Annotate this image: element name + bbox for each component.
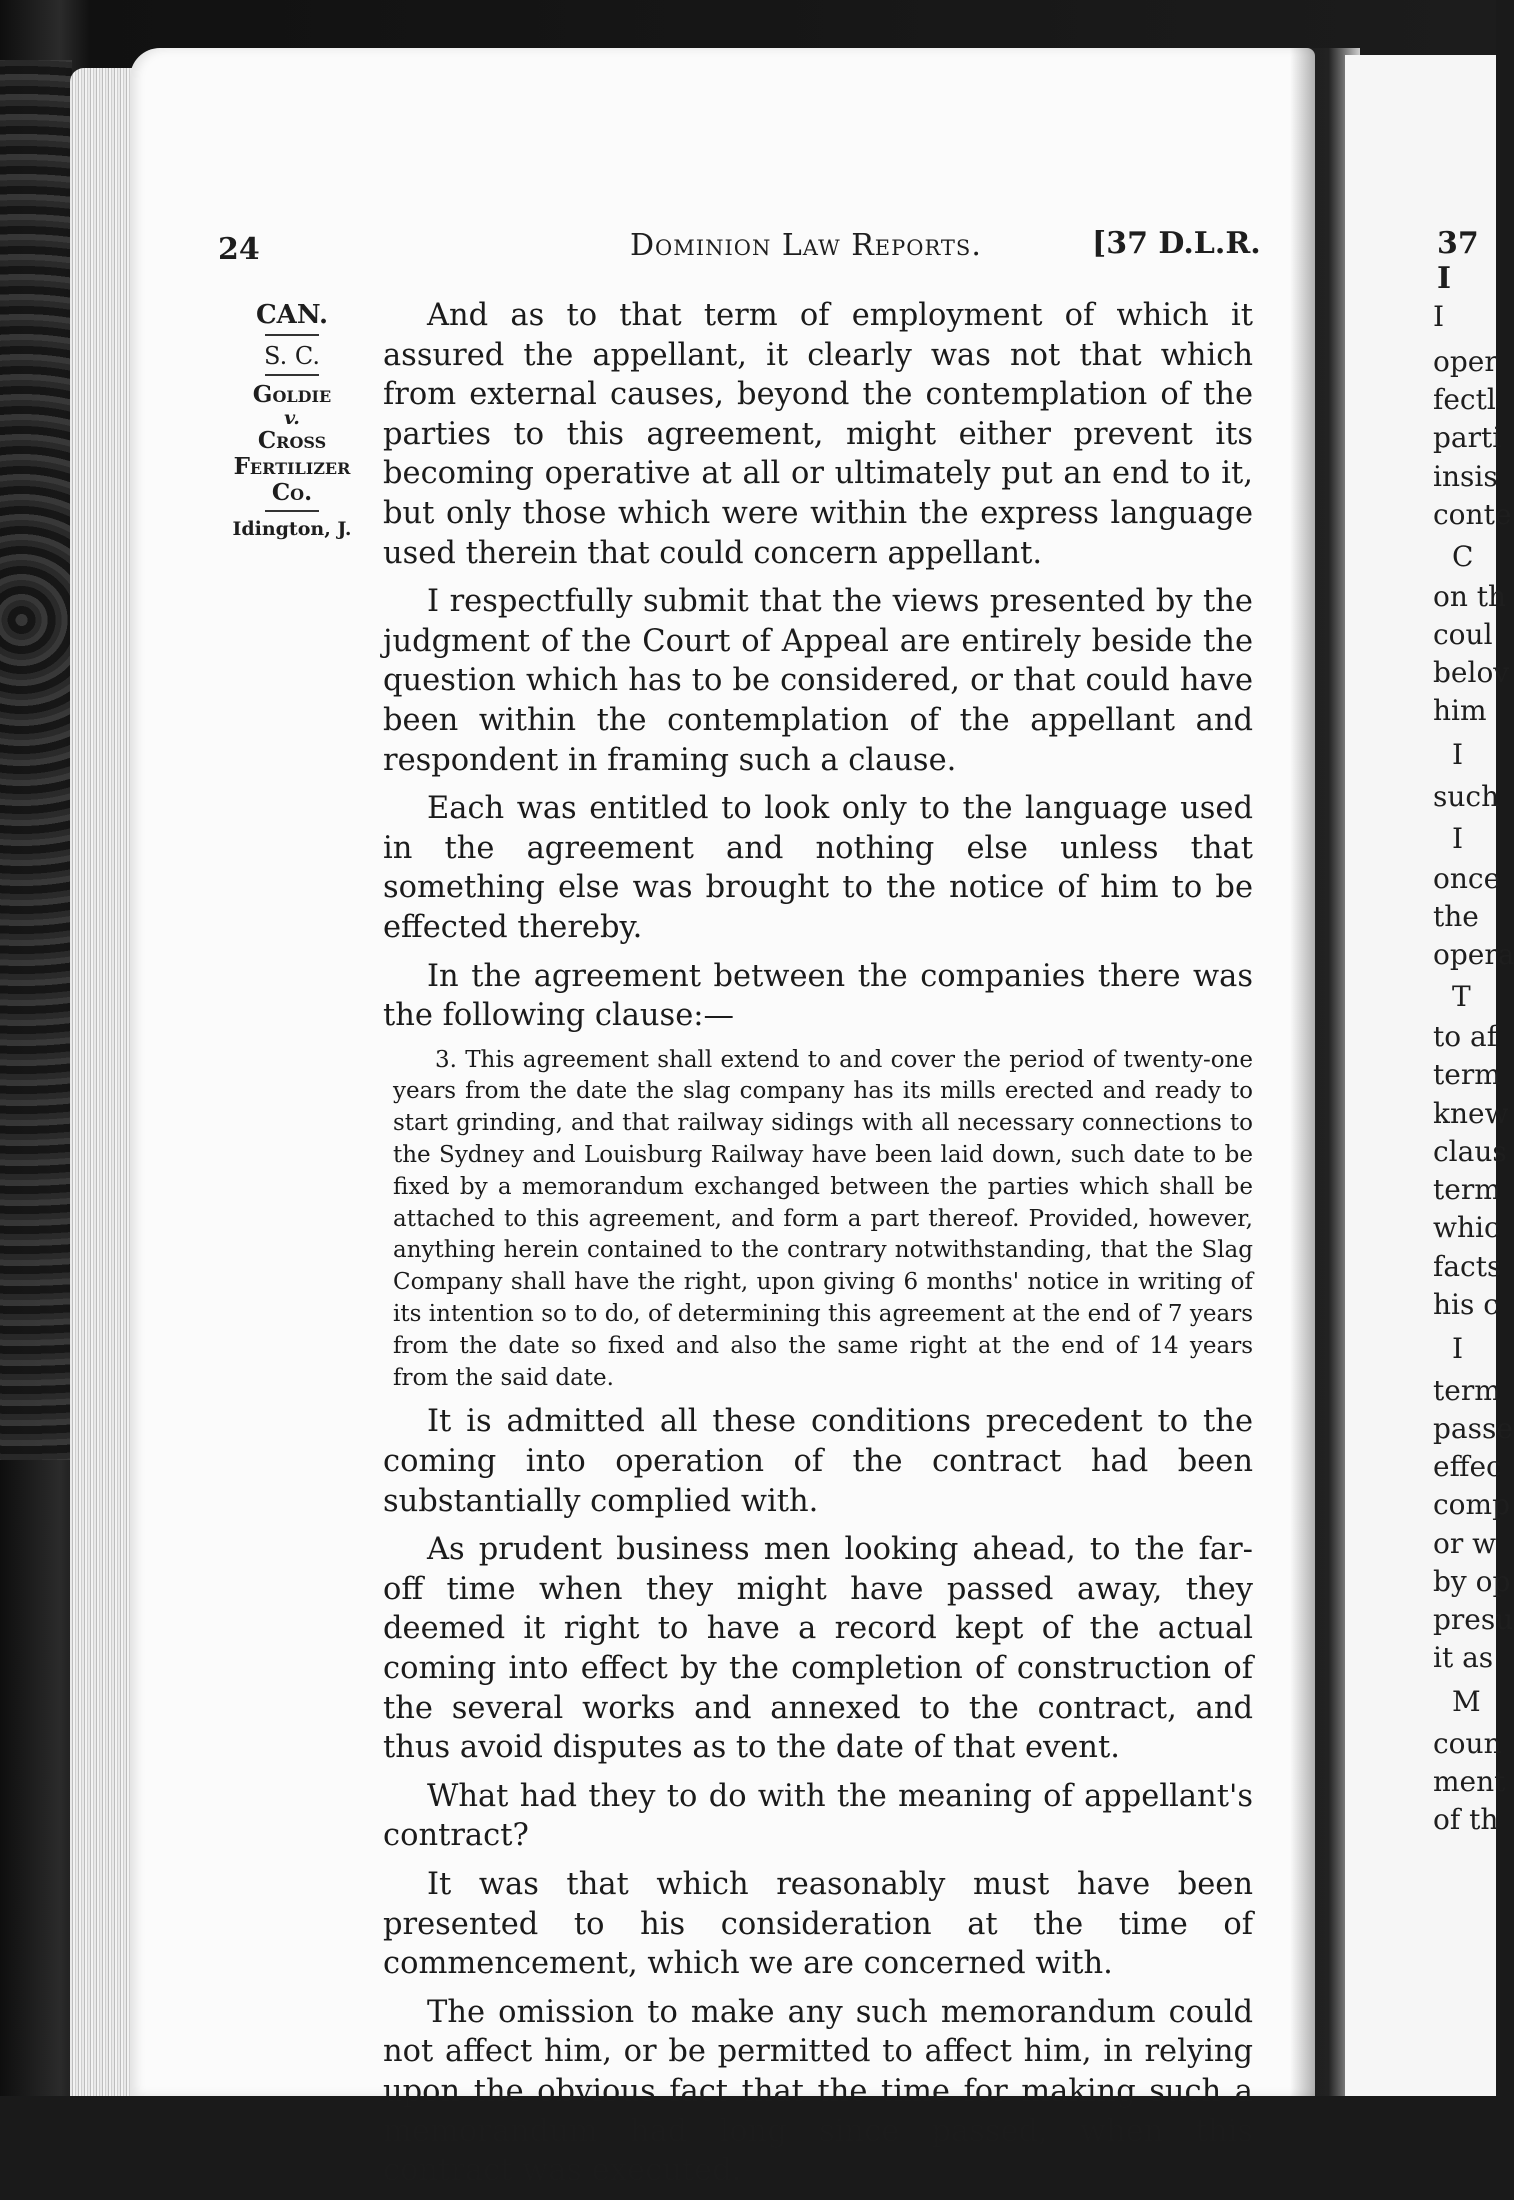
facing-page-line: I <box>1452 1332 1464 1365</box>
facing-page-line: term <box>1433 1173 1501 1206</box>
facing-page-line: term <box>1433 1058 1501 1091</box>
paragraph: In the agreement between the companies there was the following clause:— <box>383 958 1253 1034</box>
facing-page-line: M <box>1452 1685 1481 1718</box>
facing-page-line: to af <box>1433 1020 1498 1053</box>
margin-rule <box>265 334 319 336</box>
facing-page-header: 37 I <box>1437 226 1479 296</box>
paragraph: And as to that term of employment of which it assured the appellant, it clearly was not that which from external causes, beyond the contemplation of the parties to this agreement, might either prevent its becoming operative at all or ultimately put an end to it, but only those which were within the express language used therein that could concern appellant. <box>383 298 1253 571</box>
facing-page-line: I <box>1433 300 1445 333</box>
judge-name: Idington, J. <box>232 518 352 540</box>
facing-page-line: effec <box>1433 1450 1502 1483</box>
facing-page-line: facts <box>1433 1250 1502 1283</box>
court-level: S. C. <box>264 342 320 370</box>
facing-page-line: his c <box>1433 1288 1499 1321</box>
marbled-endpaper <box>0 60 72 1460</box>
case-party: Fertilizer <box>233 453 351 480</box>
facing-page-line: it as <box>1433 1641 1494 1674</box>
volume-reference: [37 D.L.R. <box>1092 226 1261 261</box>
facing-page-line: by op <box>1433 1565 1511 1598</box>
facing-page-line: on th <box>1433 580 1507 613</box>
paragraph: The omission to make any such memorandum could not affect him, or be permitted to affect him, in relying upon the obvious fact that the time for making such a memorandum had long since passed, when this contract was executed. <box>383 1994 1253 2189</box>
paragraph: It was that which reasonably must have been presented to his consideration at the time of commencement, which we are concerned with. <box>383 1866 1253 1982</box>
facing-page-line: parti <box>1433 421 1502 454</box>
facing-page-line: fectl <box>1433 383 1496 416</box>
facing-page-line: belov <box>1433 656 1510 689</box>
facing-page-line: knew <box>1433 1097 1509 1130</box>
facing-page-line: I <box>1452 738 1464 771</box>
paragraph: It is admitted all these conditions precedent to the coming into operation of the contract had been substantially complied with. <box>383 1404 1253 1519</box>
margin-rule <box>265 374 319 376</box>
case-party: Goldie <box>252 381 332 408</box>
facing-page-line: comp <box>1433 1488 1511 1521</box>
body-text <box>383 296 1253 2200</box>
facing-page-line: T <box>1452 980 1471 1013</box>
page-number: 24 <box>218 232 260 267</box>
case-party: Co. <box>271 479 313 506</box>
facing-page-line: conte <box>1433 498 1512 531</box>
running-title: Dominion Law Reports. <box>630 228 982 263</box>
paragraph: What had they to do with the meaning of appellant's contract? <box>383 1778 1253 1854</box>
case-party: Cross <box>257 427 327 454</box>
facing-page-line: coun <box>1433 1727 1502 1760</box>
margin-rule <box>265 510 319 512</box>
facing-page-line: once <box>1433 862 1501 895</box>
facing-page-line: presu <box>1433 1603 1514 1636</box>
facing-page-line: of th <box>1433 1803 1499 1836</box>
facing-page-line: oper <box>1433 345 1498 378</box>
paragraph: I respectfully submit that the views presented by the judgment of the Court of Appeal are entirely beside the question which has to be considered, or that could have been within the contemplation of the appellant and respondent in framing such a clause. <box>383 584 1253 778</box>
paragraph: Each was entitled to look only to the language used in the agreement and nothing else unless that something else was brought to the notice of him to be effected thereby. <box>383 791 1253 945</box>
facing-page-line: opera <box>1433 938 1514 971</box>
margin-notes <box>222 300 362 540</box>
facing-page-line: him <box>1433 694 1487 727</box>
facing-page-line: insis <box>1433 460 1498 493</box>
facing-page-line: or w <box>1433 1527 1497 1560</box>
quoted-clause: 3. This agreement shall extend to and cover the period of twenty-one years from the date the slag company has its mills erected and ready to start grinding, and that railway sidings with all necessary connections to the Sydney and Louisburg Railway have been laid down, such date to be fixed by a memorandum exchanged between the parties which shall be attached to this agreement, and form a part thereof. Provided, however, anything herein contained to the contrary notwithstanding, that the Slag Company shall have the right, upon giving 6 months' notice in writing of its intention so to do, of determining this agreement at the end of 7 years from the date so fixed and also the same right at the end of 14 years from the said date. <box>393 1046 1253 1391</box>
facing-page-line: term <box>1433 1374 1501 1407</box>
facing-page-line: such <box>1433 780 1500 813</box>
facing-page-line: whic <box>1433 1211 1500 1244</box>
facing-page-line: I <box>1452 822 1464 855</box>
facing-page-line: ment <box>1433 1765 1506 1798</box>
court-label: CAN. <box>255 300 329 330</box>
facing-page-line: passe <box>1433 1412 1513 1445</box>
facing-page-line: the <box>1433 900 1479 933</box>
facing-page-line: coul <box>1433 618 1493 651</box>
case-versus: v. <box>284 407 300 429</box>
facing-page-line: claus <box>1433 1135 1507 1168</box>
facing-page-line: C <box>1452 540 1474 573</box>
paragraph: As prudent business men looking ahead, to the far-off time when they might have passed away, they deemed it right to have a record kept of the actual coming into effect by the completion of construction of the several works and annexed to the contract, and thus avoid disputes as to the date of that event. <box>383 1532 1253 1766</box>
